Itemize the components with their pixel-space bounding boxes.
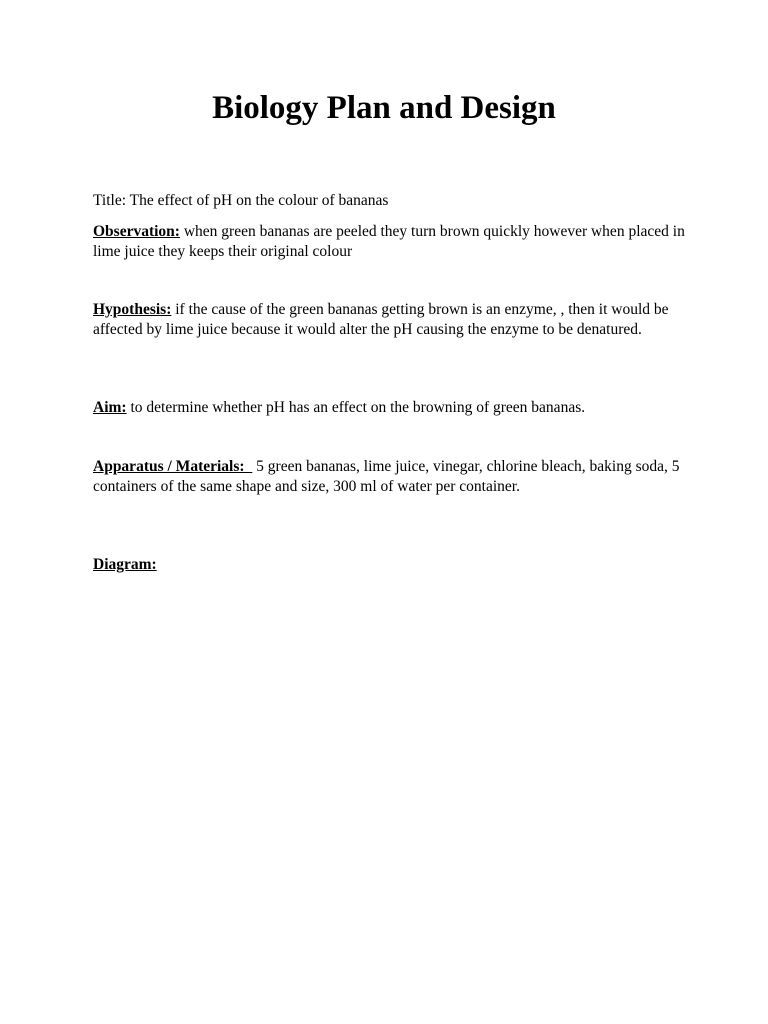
apparatus-label: Apparatus / Materials: [93,458,253,475]
diagram-label: Diagram: [93,556,157,573]
aim-section [93,398,693,418]
observation-section [93,222,693,262]
diagram-section [93,555,693,575]
hypothesis-text: if the cause of the green bananas getting brown is an enzyme, , then it would be affected by lime juice because it would alter the pH causing the enzyme to be denatured. [93,301,669,338]
aim-label: Aim: [93,399,127,416]
apparatus-section [93,457,693,497]
observation-label: Observation: [93,223,180,240]
apparatus-text: 5 green bananas, lime juice, vinegar, chlorine bleach, baking soda, 5 containers of the same shape and size, 300 ml of water per container. [93,458,680,495]
aim-text: to determine whether pH has an effect on the browning of green bananas. [126,399,586,416]
page-title: Biology Plan and Design [212,90,556,126]
hypothesis-label: Hypothesis: [93,301,172,318]
hypothesis-section [93,300,693,340]
observation-text: when green bananas are peeled they turn brown quickly however when placed in lime juice they keeps their original colour [93,223,685,260]
experiment-title: Title: The effect of pH on the colour of bananas [93,192,389,209]
